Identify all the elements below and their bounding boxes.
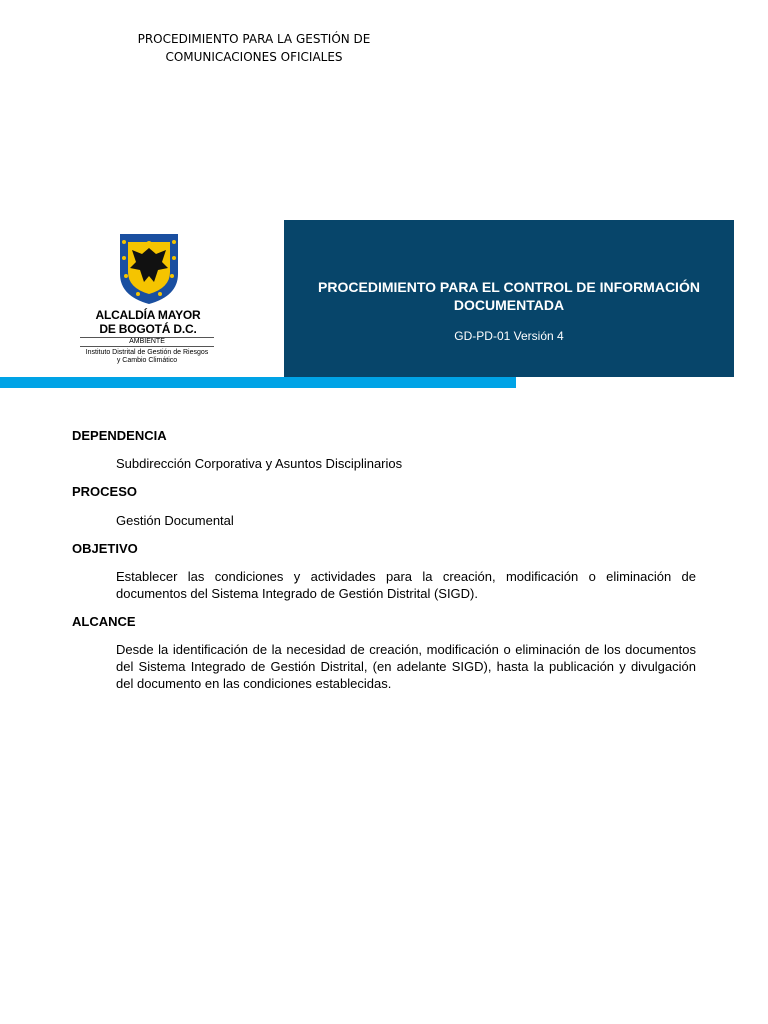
section-heading-objetivo: OBJETIVO — [72, 541, 138, 556]
alcaldia-logo — [72, 228, 284, 374]
section-heading-alcance: ALCANCE — [72, 614, 136, 629]
title-panel — [284, 220, 734, 377]
running-header-line2: COMUNICACIONES OFICIALES — [165, 50, 343, 64]
section-body-alcance: Desde la identificación de la necesidad de creación, modificación o eliminación de los documentos del Sistema Integrado de Gestión Distrital, (en adelante SIGD), hasta la publicación y divulgación del documento en las condiciones establecidas. — [116, 642, 696, 691]
section-body-objetivo: Establecer las condiciones y actividades para la creación, modificación o eliminación de documentos del Sistema Integrado de Gestión Distrital (SIGD). — [116, 569, 696, 601]
logo-sector: AMBIENTE — [80, 337, 214, 347]
logo-line1: ALCALDÍA MAYOR — [95, 308, 201, 322]
section-body-dependencia: Subdirección Corporativa y Asuntos Disciplinarios — [116, 456, 403, 471]
document-title: PROCEDIMIENTO PARA EL CONTROL DE INFORMACIÓN DOCUMENTADA — [318, 279, 700, 313]
logo-line2: DE BOGOTÁ D.C. — [99, 322, 197, 336]
section-heading-proceso: PROCESO — [72, 484, 138, 499]
accent-bar — [0, 377, 516, 388]
logo-institute — [72, 349, 222, 365]
logo-institute-line2: y Cambio Climático — [116, 357, 178, 364]
running-header — [104, 30, 404, 66]
bogota-coat-of-arms-icon — [116, 230, 182, 306]
logo-institute-line1: Instituto Distrital de Gestión de Riesgos — [85, 349, 209, 356]
section-body-proceso: Gestión Documental — [116, 513, 234, 528]
section-heading-dependencia: DEPENDENCIA — [72, 428, 167, 443]
document-version: GD-PD-01 Versión 4 — [454, 329, 564, 343]
running-header-line1: PROCEDIMIENTO PARA LA GESTIÓN DE — [137, 32, 371, 46]
